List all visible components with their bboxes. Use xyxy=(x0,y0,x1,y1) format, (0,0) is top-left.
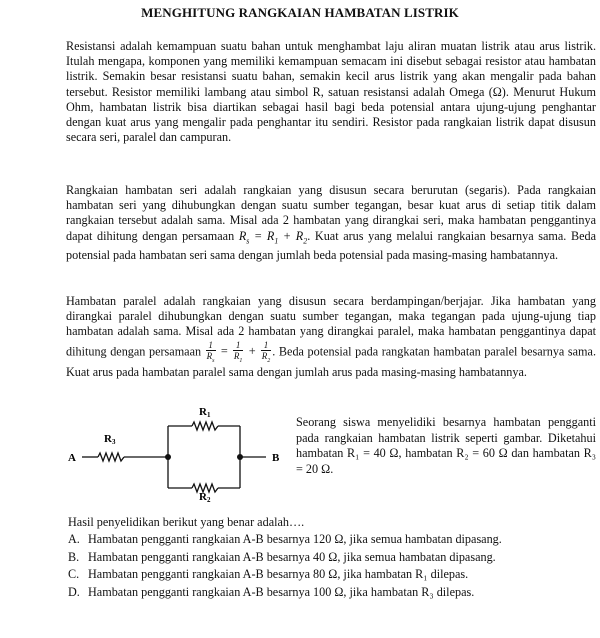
series-formula: $R_s = R_1 + R_2$ xyxy=(238,228,308,246)
option-a[interactable] xyxy=(68,531,598,549)
circuit-diagram xyxy=(60,402,290,502)
paragraph-series xyxy=(66,183,596,263)
series-text-before: Rangkaian hambatan seri adalah rangkaian yang disusun secara berurutan (segaris). Pada rangkaian hambatan seri yang dihubungkan dengan suatu sumber tegangan, besar kuat arus di setiap titik dalam rangkaian tersebut adalah sama. Misal ada 2 hambatan yang dirangkai seri, maka hambatan penggantinya dapat dihitung dengan persamaan xyxy=(66,183,596,243)
label-r2: R2 xyxy=(199,491,211,502)
series-text-after: . Kuat arus yang melalui rangkaian besarnya sama. Beda potensial pada hambatan seri sama dengan jumlah beda potensial pada masing-masing hambatannya. xyxy=(66,228,596,263)
parallel-formula: $\frac{1}{R_s}$ = $\frac{1}{R_1}$ + $\frac{1}{R_2}$ xyxy=(206,339,271,364)
circuit-description: Seorang siswa menyelidiki besarnya hambatan pengganti pada rangkaian hambatan listrik seperti gambar. Diketahui hambatan R₁ = 40 Ω, hambatan R₂ = 60 Ω dan hambatan R₃ = 20 Ω. xyxy=(296,415,596,476)
option-letter: D. xyxy=(68,584,80,599)
option-letter: B. xyxy=(68,549,80,564)
option-text: Hambatan pengganti rangkaian A-B besarnya 120 Ω, jika semua hambatan dipasang. xyxy=(88,532,502,546)
label-r1: R1 xyxy=(199,406,211,419)
resistor-r1 xyxy=(192,422,218,430)
label-b: B xyxy=(272,452,280,464)
label-r3: R3 xyxy=(104,433,116,446)
option-text: Hambatan pengganti rangkaian A-B besarnya 100 Ω, jika hambatan R₃ dilepas. xyxy=(88,584,475,599)
paragraph-resistance: Resistansi adalah kemampuan suatu bahan untuk menghambat laju aliran muatan listrik atau arus listrik. Itulah mengapa, komponen yang memiliki kemampuan semacam ini disebut sebagai resistor atau hambatan listrik. Semakin besar resistansi suatu bahan, semakin kecil arus listrik yang akan mengalir pada bahan tersebut. Resistor memiliki lambang atau simbol R, satuan resistansi adalah Omega (Ω). Menurut Hukum Ohm, hambatan listrik bisa diartikan sebagai hasil bagi beda potensial antara ujung-ujung penghantar dengan kuat arus yang mengalir pada penghantar itu sendiri. Resistor pada rangkaian listrik dapat disusun secara seri, paralel dan campuran. xyxy=(66,39,596,145)
option-letter: C. xyxy=(68,567,80,581)
option-text: Hambatan pengganti rangkaian A-B besarnya 80 Ω, jika hambatan R₁ dilepas. xyxy=(88,567,469,581)
question-stem: Hasil penyelidikan berikut yang benar adalah…. xyxy=(68,515,305,529)
paragraph-parallel xyxy=(66,294,596,381)
parallel-text-before: Hambatan paralel adalah rangkaian yang disusun secara berdampingan/berjajar. Jika hambatan yang dirangkai paralel dihubungkan dengan suatu sumber tegangan, maka tegangan pada ujung-ujung tiap hambatan adalah sama. Misal ada 2 hambatan yang dirangkai paralel, maka hambatan penggantinya dapat dihitung dengan persamaan xyxy=(66,294,596,359)
option-d[interactable] xyxy=(68,584,598,602)
node-left xyxy=(165,454,171,460)
answer-options xyxy=(68,531,598,601)
option-letter: A. xyxy=(68,532,80,546)
node-right xyxy=(237,454,243,460)
page-title: MENGHITUNG RANGKAIAN HAMBATAN LISTRIK xyxy=(141,5,459,20)
parallel-text-after: . Beda potensial pada rangkatan hambatan paralel besarnya sama. Kuat arus pada hambatan paralel sama dengan jumlah arus pada masing-masing hambatannya. xyxy=(66,344,596,380)
label-a: A xyxy=(68,452,76,464)
option-b[interactable] xyxy=(68,549,598,567)
option-text: Hambatan pengganti rangkaian A-B besarnya 40 Ω, jika semua hambatan dipasang. xyxy=(88,549,496,564)
option-c[interactable] xyxy=(68,566,598,584)
resistor-r3 xyxy=(98,453,124,461)
